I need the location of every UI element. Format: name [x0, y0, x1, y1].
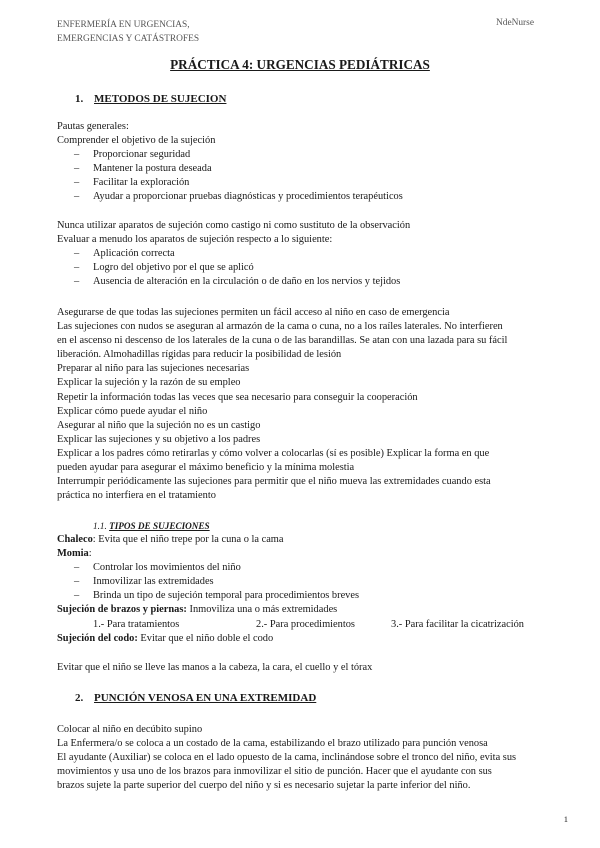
bullet-item: – Controlar los movimientos del niño — [57, 561, 547, 575]
brazos-item: 1.- Para tratamientos — [93, 618, 180, 630]
subsection-title: TIPOS DE SUJECIONES — [109, 521, 210, 531]
section-1-title: METODOS DE SUJECION — [94, 93, 227, 105]
chaleco-text: : Evita que el niño trepe por la cuna o la cama — [92, 534, 284, 545]
paragraph-line: brazos sujete la parte superior del cuerpo del niño y si es necesario sujetar la parte inferior del niño. — [57, 780, 471, 792]
paragraph-line: Preparar al niño para las sujeciones necesarias — [57, 363, 250, 375]
momia-colon: : — [88, 548, 92, 560]
bullet-item: – Aplicación correcta — [57, 247, 547, 261]
subsection-body — [57, 533, 547, 646]
bullet-item: – Ayudar a proporcionar pruebas diagnósticas y procedimientos terapéuticos — [57, 190, 547, 204]
paragraph-line: La Enfermera/o se coloca a un costado de la cama, estabilizando el brazo utilizado para punción venosa — [57, 738, 488, 750]
paragraph-line: movimientos y usa uno de los brazos para inmovilizar el sitio de punción. Hacer que el ayudante con sus — [57, 766, 492, 778]
brazos-text: Inmoviliza una o más extremidades — [186, 604, 338, 616]
paragraph-line: Las sujeciones con nudos se aseguran al armazón de la cama o cuna, no a los raíles laterales. No interfieren — [57, 321, 503, 333]
paragraph-line: pueden ayudar para asegurar el máximo beneficio y la mínima molestia — [57, 462, 355, 474]
bullet-item: – Logro del objetivo por el que se aplicó — [57, 261, 547, 275]
brazos-label: Sujeción de brazos y piernas: — [57, 604, 187, 616]
bullet-item: – Brinda un tipo de sujeción temporal para procedimientos breves — [57, 589, 547, 603]
codo-text: Evitar que el niño doble el codo — [137, 632, 274, 644]
page-title: PRÁCTICA 4: URGENCIAS PEDIÁTRICAS — [170, 57, 430, 72]
paragraph-line: liberación. Almohadillas rígidas para reducir la posibilidad de lesión — [57, 349, 342, 361]
subsection-number: 1.1. — [93, 521, 107, 531]
paragraph-line: Evaluar a menudo los aparatos de sujeción respecto a lo siguiente: — [57, 234, 333, 246]
section-1-body — [57, 120, 547, 205]
chaleco-label: Chaleco — [57, 534, 93, 545]
running-header-right: NdeNurse — [495, 18, 534, 28]
paragraph-line: Explicar cómo puede ayudar el niño — [57, 405, 208, 417]
closing-line — [57, 661, 547, 675]
codo-label: Sujeción del codo: — [57, 632, 138, 644]
paragraph-line: Explicar las sujeciones y su objetivo a los padres — [57, 433, 261, 445]
bullet-item: – Facilitar la exploración — [57, 176, 547, 190]
section-2-title: PUNCIÓN VENOSA EN UNA EXTREMIDAD — [94, 692, 317, 704]
momia-label: Momia — [57, 548, 89, 560]
brazos-items-row — [57, 618, 547, 632]
brazos-item: 2.- Para procedimientos — [256, 618, 355, 630]
bullet-item: – Proporcionar seguridad — [57, 148, 547, 162]
paragraph-line: Nunca utilizar aparatos de sujeción como castigo ni como sustituto de la observación — [57, 220, 411, 231]
brazos-item: 3.- Para facilitar la cicatrización — [391, 618, 524, 630]
section-2-heading — [75, 692, 316, 704]
paragraph-line: El ayudante (Auxiliar) se coloca en el lado opuesto de la cama, inclinándose sobre el tronco del niño, evita sus — [57, 752, 517, 764]
paragraph-line: Pautas generales: — [57, 121, 129, 132]
section-1-number: 1. — [75, 93, 84, 105]
paragraph-line: Interrumpir periódicamente las sujeciones para permitir que el niño mueva las extremidades cuando esta — [57, 476, 491, 488]
bullet-item: – Ausencia de alteración en la circulación o de daño en los nervios y tejidos — [57, 275, 547, 289]
chaleco-line — [57, 533, 547, 547]
paragraph-line: Asegurar al niño que la sujeción no es un castigo — [57, 419, 261, 431]
paragraph-line: práctica no interfiera en el tratamiento — [57, 490, 216, 502]
paragraph-line: Explicar a los padres cómo retirarlas y cómo volver a colocarlas (sí es posible) Explicar la forma en que — [57, 447, 490, 459]
header-line-2: EMERGENCIAS Y CATÁSTROFES — [57, 34, 200, 44]
paragraph-line: Colocar al niño en decúbito supino — [57, 724, 203, 735]
paragraph-line: Asegurarse de que todas las sujeciones permiten un fácil acceso al niño en caso de emergencia — [57, 307, 450, 318]
header-line-1: ENFERMERÍA EN URGENCIAS, — [57, 20, 190, 30]
paragraph-line: en el ascenso ni descenso de los laterales de la cuna o de las barandillas. Se atan con una lazada para su fácil — [57, 335, 508, 347]
subsection-heading — [93, 521, 210, 531]
paragraph-line: Repetir la información todas las veces que sea necesario para conseguir la cooperación — [57, 391, 418, 403]
running-header-left — [57, 18, 199, 46]
page-number: 1 — [563, 814, 568, 824]
section-2-number: 2. — [75, 692, 84, 704]
section-1-paragraph — [57, 306, 547, 503]
bullet-item: – Inmovilizar las extremidades — [57, 575, 547, 589]
paragraph-line: Comprender el objetivo de la sujeción — [57, 135, 216, 147]
codo-line — [57, 632, 547, 646]
section-1-heading — [75, 93, 226, 105]
section-2-body — [57, 723, 547, 793]
section-1-evaluation — [57, 219, 547, 289]
bullet-item: – Mantener la postura deseada — [57, 162, 547, 176]
paragraph-line: Explicar la sujeción y la razón de su empleo — [57, 377, 241, 389]
paragraph-line: Evitar que el niño se lleve las manos a la cabeza, la cara, el cuello y el tórax — [57, 662, 373, 673]
momia-line — [57, 547, 547, 561]
brazos-line — [57, 603, 547, 617]
